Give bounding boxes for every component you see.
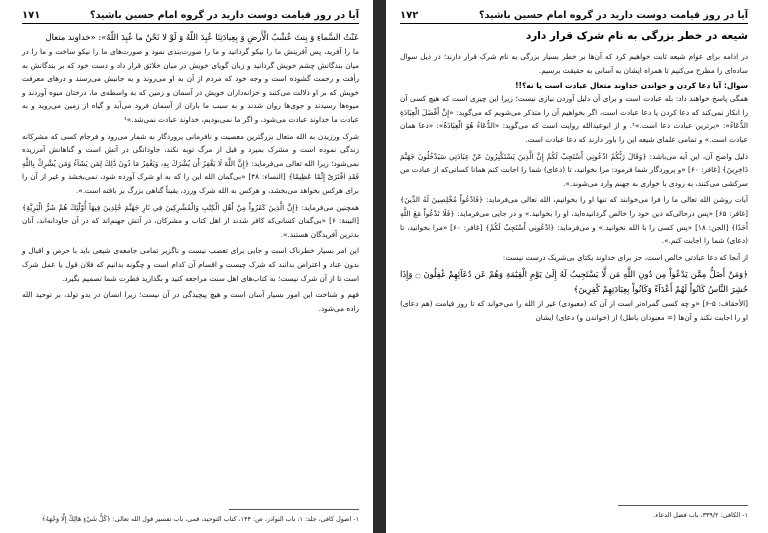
paragraph: ما را آفرید، پس آفرینش ما را نیکو گردانید و ما را صورت‌بندی نمود و صورت‌های ما را نیکو ساخت و ما را در میان بندگانش چشم خویش گردانید و زبان گویای خویش در میان خلائق قرار داد و دست خود که بر بندگانش به رأفت و رحمت گشوده است و وجه خود که مردم از آن به او می‌روند و به جانبش می‌رسند و درهای معرفت خویش که بر او دلالت می‌کنند و خزانه‌داران خویش در آسمان و زمین که به واسطه‌ی ما، درختان میوه آوردند و میوه‌ها رسیدند و جوی‌ها روان شدند و به سبب ما باران از آسمان فرود می‌آید و گیاه از زمین می‌روید و به عبادت ما خداوند عبادت می‌شود، و اگر ما نمی‌بودیم، خداوند عبادت نمی‌شد.»¹ <box>22 47 359 124</box>
paragraph: در ادامه برای عوام شیعه ثابت خواهیم کرد که آن‌ها بر خطر بسیار بزرگی به نام شرک قرار دارند؛ در ذیل سوال ساده‌ای را مطرح می‌کنیم تا همراه ایشان به آسانی به حقیقت برسیم. <box>400 52 748 75</box>
paragraph: همگی پاسخ خواهند داد: بله عبادت است و برای آن دلیل آوردن نیازی نیست؛ زیرا این چیزی است که هیچ کسی آن را انکار نمی‌کند که دعا کردن یا دعا عبادت است، اگر بخواهیم آن را متذکر می‌شویم که می‌گوید: «إِنَّ أَفْضَلَ الْعِبَادَةِ الدُّعَاءُ»: «برترین عبادت دعا است.»¹. و از ابوعبدالله روایت است که می‌گوید: «الدُّعَاءُ هُوَ الْعِبَادَةُ»: «دعا همان عبادت است.» و تمامی علمای شیعه این را باور دارند که دعا عبادت است. <box>400 94 748 144</box>
paragraph: دلیل واضح آن، این آیه می‌باشد: ﴿وَقَالَ رَبُّكُمُ ادْعُونِي أَسْتَجِبْ لَكُمْ إِنَّ الَّذِينَ يَسْتَكْبِرُونَ عَنْ عِبَادَتِي سَيَدْخُلُونَ جَهَنَّمَ دَاخِرِينَ﴾ [غافر: ۶۰] «و پروردگار شما فرمود: مرا بخوانید، تا (دعای) شما را اجابت کنم همانا کسانی‌که از عبادت من سرکشی می‌کنند، به زودی با خواری به جهنم وارد می‌شوند.». <box>400 151 748 188</box>
page-body <box>400 50 748 325</box>
paragraph: از آنجا که دعا عبادتی خالص است، جز برای خداوند یکتای بی‌شریک درست نیست: <box>502 252 748 262</box>
footnote: ۱- اصول کافی، جلد: ۱، باب النوادر، ص: ۱۴۴، کتاب التوحید، قمی، باب تفسیر قول الله تعالی: ﴿كُلُّ شَيْءٍ هَالِكٌ إِلَّا وَجْهَهُ﴾ <box>41 515 359 523</box>
footnote-divider <box>618 505 748 506</box>
paragraph: [الأحقاف: ۵-۶] «و چه کسی گمراه‌تر است از آن که (معبودی) غیر از الله را می‌خواند که تا روز قیامت (هم دعای) او را اجابت نکند و آن‌ها (= معبودان باطل) از (خواندن و) دعای) ایشان <box>400 299 748 322</box>
chapter-title: شیعه در خطر بزرگی به نام شرک قرار دارد <box>525 30 748 42</box>
paragraph: فهم و شناخت این امور بسیار آسان است و هیچ پیچیدگی در آن نیست؛ زیرا انسان در بدو تولد، بر توحید الله زاده می‌شود. <box>22 290 359 313</box>
paragraph: این امر بسیار خطرناک است و جایی برای تعصب نیست و ناگزیر تمامی جامعه‌ی شیعی باید با حرص و اقبال و بدون عناد و اعتراض بدانند که شرک چیست و اقسام آن کدام است و چگونه بدانیم که فلان قول یا عمل شرک است تا از آن شرک نیست؛ به کتاب‌های اهل سنت مراجعه کنید و بگذارید فطرت شما تصمیم بگیرد. <box>22 246 359 283</box>
footnote: ۱- الکافی: ۳۳۹/۲، باب فضل الدعاء. <box>653 511 748 519</box>
left-page <box>0 0 373 533</box>
running-header-title: آیا در روز قیامت دوست دارید در گروه امام حسین باشید؟ <box>90 10 359 21</box>
arabic-verse: عَنْتُ السَّماءِ وَ بِنتَ عُشْبُ الْأَرضِ وَ بِعِبادَتِنَا عُبِدَ اللّهُ وَ لَوْ لا نَحْنُ ما عُبِدَ اللّهُ»: «خداوند متعال <box>45 32 359 42</box>
arabic-verse: ﴿وَمَنْ أَضَلُّ مِمَّن يَدْعُواْ مِن دُونِ اللَّهِ مَن لَّا يَسْتَجِيبُ لَهُ إِلَىٰ يَوْمِ الْقِيَٰمَةِ وَهُمْ عَن دُعَآئِهِمْ غَٰفِلُونَ ۝ وَإِذَا حُشِرَ النَّاسُ كَانُواْ لَهُمْ أَعْدَآءً وَكَانُواْ بِعِبَادَتِهِمْ كَٰفِرِينَ﴾ <box>400 269 748 295</box>
page-body <box>22 30 359 315</box>
question-heading: سوال: آیا دعا کردن و خواندن خداوند متعال عبادت است یا نه؟!! <box>515 81 748 91</box>
footnote-area <box>22 499 359 525</box>
paragraph: آیات روشن الله تعالی ما را فرا می‌خوانند که تنها او را بخوانیم، الله تعالی می‌فرماید: ﴿فَادْعُواْ مُخْلِصِينَ لَهُ الدِّينَ﴾ [غافر: ۶۵] «پس درحالی‌که دین خود را خالص گردانیده‌اید، او را بخوانید.» و در جایی می‌فرماید: ﴿فَلَا تَدْعُواْ مَعَ اللَّهِ أَحَدًا﴾ [الجن: ۱۸] «پس کسی را با الله نخوانید.» و می‌فرماید: ﴿ادْعُونِي أَسْتَجِبْ لَكُمْ﴾ [غافر: ۶۰] «مرا بخوانید، تا (دعای) شما را اجابت کنم.». <box>400 195 748 246</box>
book-gutter <box>373 0 386 533</box>
paragraph: همچنین می‌فرماید: ﴿إِنَّ الَّذِينَ كَفَرُواْ مِنْ أَهْلِ الْكِتَٰبِ وَالْمُشْرِكِينَ فِي نَارِ جَهَنَّمَ خَٰلِدِينَ فِيهَآ أُوْلَٰٓئِكَ هُمْ شَرُّ الْبَرِيَّةِ﴾ [البینة: ۶] «بی‌گمان کسانی‌که کافر شدند از اهل کتاب و مشرکان، در آتش جهنم‌اند که در آن جاودانه‌اند، آنان بدترین آفریدگان هستند.». <box>22 202 359 239</box>
right-page <box>386 0 768 533</box>
paragraph: شرک ورزیدن به الله متعال بزرگترین معصیت و نافرمانی پروردگار به شمار می‌رود و فرجام کسی که مشرکانه زندگی نموده است و مشرک بمیرد و قبل از مرگ توبه نکند، جاودانگی در آتش است و گناهانش آمرزیده نمی‌شود؛ زیرا الله تعالی می‌فرماید: ﴿إِنَّ اللَّهَ لَا يَغْفِرُ أَن يُشْرَكَ بِهِ، وَيَغْفِرُ مَا دُونَ ذَٰلِكَ لِمَن يَشَآءُ وَمَن يُشْرِكْ بِاللَّهِ فَقَدِ افْتَرَىٰٓ إِثْمًا عَظِيمًا﴾ [النساء: ۴۸] «بی‌گمان الله این را که به او شرک آورده شود، نمی‌بخشد و غیر از آن را برای هرکس بخواهد می‌بخشد، و هرکس به الله شرک ورزد، یقیناً گناهی بزرگ بر بافته است.». <box>22 131 359 195</box>
footnote-area <box>400 495 748 521</box>
running-header <box>22 10 359 24</box>
running-header-title: آیا در روز قیامت دوست دارید در گروه امام حسین باشید؟ <box>479 10 748 21</box>
running-header <box>400 10 748 24</box>
footnote-divider <box>229 509 359 510</box>
page-number: ۱۷۲ <box>400 10 419 21</box>
page-number: ۱۷۱ <box>22 10 41 21</box>
